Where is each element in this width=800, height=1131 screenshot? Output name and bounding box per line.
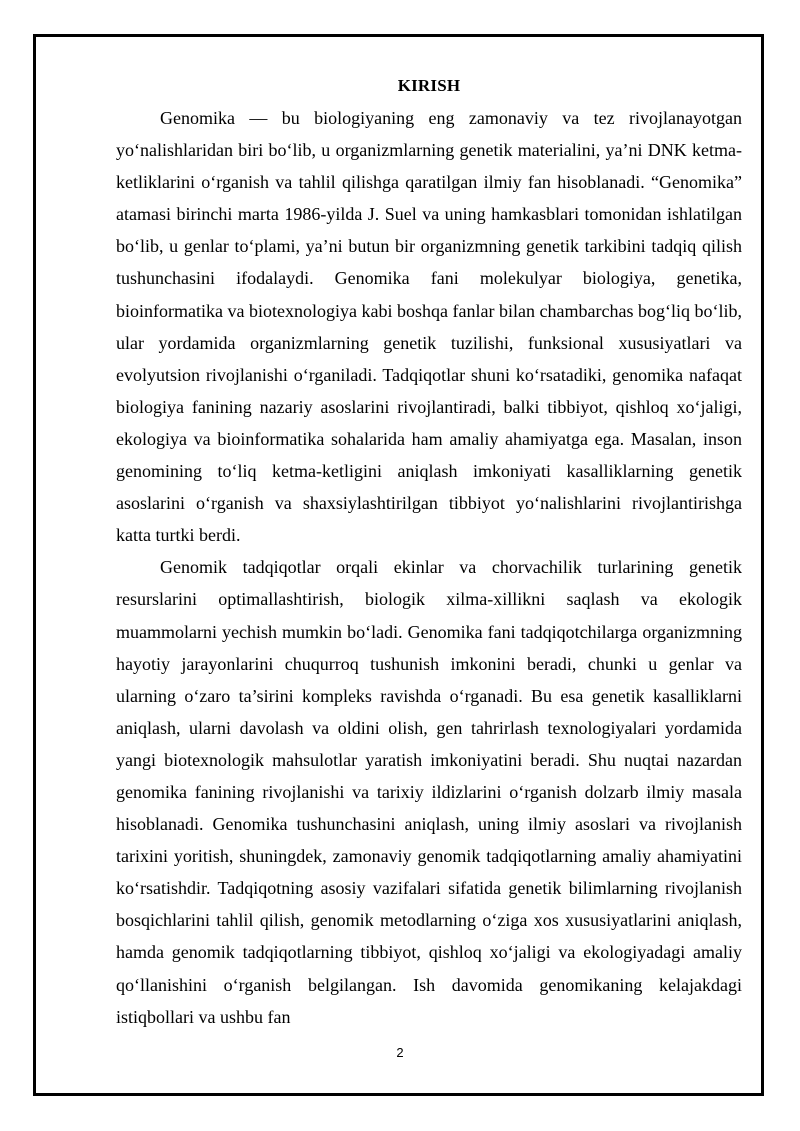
- paragraph-2: Genomik tadqiqotlar orqali ekinlar va chorvachilik turlarining genetik resurslarini optimallashtirish, biologik xilma-xillikni saqlash va ekologik muammolarni yechish mumkin bo‘ladi. Genomika fani tadqiqotchilarga organizmning hayotiy jarayonlarini chuqurroq tushunish imkonini beradi, chunki u genlar va ularning o‘zaro ta’sirini kompleks ravishda o‘rganadi. Bu esa genetik kasalliklarni aniqlash, ularni davolash va oldini olish, gen tahrirlash texnologiyalari yordamida yangi biotexnologik mahsulotlar yaratish imkoniyatini beradi. Shu nuqtai nazardan genomika fanining rivojlanishi va tarixiy ildizlarini o‘rganish dolzarb ilmiy masala hisoblanadi. Genomika tushunchasini aniqlash, uning ilmiy asoslari va rivojlanish tarixini yoritish, shuningdek, zamonaviy genomik tadqiqotlarning amaliy ahamiyatini ko‘rsatishdir. Tadqiqotning asosiy vazifalari sifatida genetik bilimlarning rivojlanish bosqichlarini tahlil qilish, genomik metodlarning o‘ziga xos xususiyatlarini aniqlash, hamda genomik tadqiqotlarning tibbiyot, qishloq xo‘jaligi va ekologiyadagi amaliy qo‘llanishini o‘rganish belgilangan. Ish davomida genomikaning kelajakdagi istiqbollari va ushbu fan: [116, 557, 742, 1027]
- page-content: [116, 56, 742, 1033]
- section-title: KIRISH: [397, 76, 461, 95]
- page-number: 2: [396, 1045, 404, 1060]
- paragraph-1: Genomika — bu biologiyaning eng zamonaviy va tez rivojlanayotgan yo‘nalishlaridan biri bo‘lib, u organizmlarning genetik materialini, ya’ni DNK ketma-ketliklarini o‘rganish va tahlil qilishga qaratilgan ilmiy fan hisoblanadi. “Genomika” atamasi birinchi marta 1986-yilda J. Suel va uning hamkasblari tomonidan ishlatilgan bo‘lib, u genlar to‘plami, ya’ni butun bir organizmning genetik tarkibini tadqiq qilish tushunchasini ifodalaydi. Genomika fani molekulyar biologiya, genetika, bioinformatika va biotexnologiya kabi boshqa fanlar bilan chambarchas bog‘liq bo‘lib, ular yordamida organizmlarning genetik tuzilishi, funksional xususiyatlari va evolyutsion rivojlanishi o‘rganiladi. Tadqiqotlar shuni ko‘rsatadiki, genomika nafaqat biologiya fanining nazariy asoslarini rivojlantiradi, balki tibbiyot, qishloq xo‘jaligi, ekologiya va bioinformatika sohalarida ham amaliy ahamiyatga ega. Masalan, inson genomining to‘liq ketma-ketligini aniqlash imkoniyati kasalliklarning genetik asoslarini o‘rganish va shaxsiylashtirilgan tibbiyot yo‘nalishlarini rivojlantirishga katta turtki berdi.: [116, 108, 742, 546]
